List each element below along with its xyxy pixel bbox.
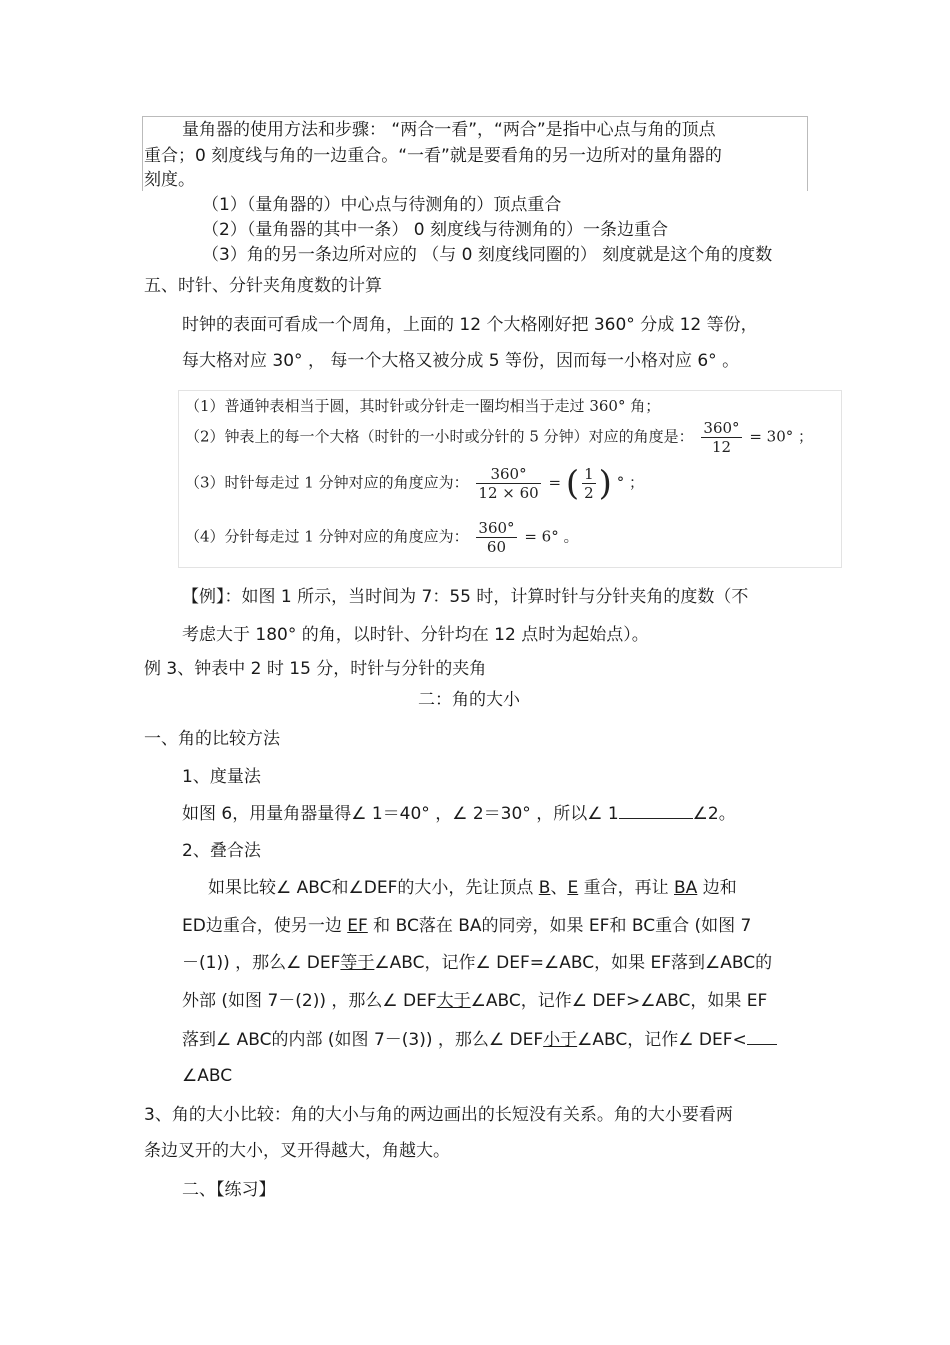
- underlined-answer: BA: [674, 878, 698, 898]
- overlay-line-2: [182, 914, 751, 938]
- panel-row-4-text: （4）分针每走过 1 分钟对应的角度应为：: [185, 527, 469, 546]
- overlay-line-6: ∠ABC: [182, 1066, 233, 1086]
- example-line-2: 考虑大于 180° 的角，以时针、分针均在 12 点时为起始点）。: [182, 625, 649, 645]
- text: ∠ABC，记作∠ DEF<: [577, 1030, 747, 1050]
- panel-row-3-result: ° ；: [616, 473, 644, 492]
- method-1-heading: 1、度量法: [182, 767, 261, 787]
- text: 外部 (如图 7－(2)) ，那么∠ DEF: [182, 991, 437, 1011]
- text: ED边重合，使另一边: [182, 916, 348, 936]
- fraction-numerator: 1: [584, 465, 594, 483]
- fraction-one-half: [582, 465, 596, 502]
- section-5-heading: 五、时针、分针夹角度数的计算: [144, 276, 382, 296]
- method-1-text-end: ∠2。: [692, 804, 736, 824]
- fraction-numerator: 360°: [478, 519, 515, 537]
- underlined-answer: EF: [347, 916, 368, 936]
- fraction-denominator: 12: [711, 438, 732, 456]
- panel-row-2-text: （2）钟表上的每一个大格（时针的一小时或分针的 5 分钟）对应的角度是：: [185, 427, 694, 446]
- comparison-heading: 一、角的比较方法: [144, 729, 280, 749]
- clock-angle-panel: [178, 390, 842, 568]
- text: 、: [550, 878, 568, 898]
- step-2: （2）（量角器的其中一条） 0 刻度线与待测角的）一条边重合: [202, 220, 668, 240]
- overlay-line-4: [182, 989, 767, 1013]
- protractor-line-3: 刻度。: [144, 170, 195, 190]
- fraction-denominator: 12 × 60: [478, 484, 539, 502]
- underlined-answer: B: [538, 878, 551, 898]
- section-5-para-2: 每大格对应 30° ， 每一个大格又被分成 5 等份，因而每一小格对应 6° 。: [182, 351, 740, 371]
- method-1-text: [182, 801, 736, 826]
- panel-row-4-result: = 6° 。: [524, 527, 579, 546]
- underlined-answer: 等于: [340, 953, 375, 973]
- practice-heading: 二、【练习】: [182, 1180, 276, 1200]
- fraction-denominator: 2: [584, 484, 594, 502]
- fraction-360-over-720: [476, 465, 540, 502]
- overlay-line-5: [182, 1027, 777, 1052]
- panel-row-4: [185, 519, 578, 556]
- protractor-line-1: 量角器的使用方法和步骤： “两合一看”，“两合”是指中心点与角的顶点: [182, 120, 716, 140]
- overlay-line-3: [182, 951, 772, 975]
- right-paren: ): [598, 463, 612, 504]
- text: 边和: [697, 878, 737, 898]
- fraction-numerator: 360°: [476, 465, 540, 484]
- panel-row-2-result: = 30° ；: [749, 427, 814, 446]
- text: 和 BC落在 BA的同旁，如果 EF和 BC重合 (如图 7: [367, 916, 752, 936]
- panel-row-3: [185, 465, 644, 502]
- example-3: 例 3、钟表中 2 时 15 分，时针与分针的夹角: [144, 659, 487, 679]
- text: 落到∠ ABC的内部 (如图 7－(3)) ，那么∠ DEF: [182, 1030, 544, 1050]
- text: ∠ABC，记作∠ DEF=∠ABC，如果 EF落到∠ABC的: [374, 953, 773, 973]
- protractor-line-2: 重合；0 刻度线与角的一边重合。“一看”就是要看角的另一边所对的量角器的: [144, 146, 722, 166]
- left-paren: (: [565, 463, 580, 504]
- underlined-answer: E: [567, 878, 579, 898]
- fraction-denominator: 60: [486, 538, 507, 556]
- answer-blank[interactable]: [747, 1027, 777, 1045]
- panel-row-1: （1）普通钟表相当于圆，其时针或分针走一圈均相当于走过 360° 角；: [185, 397, 661, 415]
- step-1: （1）（量角器的）中心点与待测角的）顶点重合: [202, 195, 562, 215]
- text: ∠ABC，记作∠ DEF>∠ABC，如果 EF: [470, 991, 768, 1011]
- method-1-text-start: 如图 6，用量角器量得∠ 1＝40° ，∠ 2＝30° ，所以∠ 1: [182, 804, 619, 824]
- comparison-line-2: 条边叉开的大小，叉开得越大，角越大。: [144, 1141, 450, 1161]
- example-line-1: 【例】：如图 1 所示，当时间为 7：55 时，计算时针与分针夹角的度数（不: [182, 587, 749, 607]
- fraction-360-over-12: [701, 419, 741, 456]
- part-2-title: 二：角的大小: [418, 690, 520, 710]
- text: 重合，再让: [578, 878, 674, 898]
- fraction-numerator: 360°: [703, 419, 740, 437]
- overlay-line-1: [208, 876, 737, 900]
- comparison-line-1: 3、角的大小比较：角的大小与角的两边画出的长短没有关系。角的大小要看两: [144, 1105, 733, 1125]
- text: 如果比较∠ ABC和∠DEF的大小，先让顶点: [208, 878, 539, 898]
- section-5-para-1: 时钟的表面可看成一个周角，上面的 12 个大格刚好把 360° 分成 12 等份，: [182, 315, 758, 335]
- step-3: （3）角的另一条边所对应的 （与 0 刻度线同圈的） 刻度就是这个角的度数: [202, 245, 773, 265]
- equals-sign: =: [548, 473, 562, 492]
- text: －(1)) ，那么∠ DEF: [182, 953, 341, 973]
- underlined-answer: 大于: [436, 991, 471, 1011]
- fraction-360-over-60: [476, 519, 516, 556]
- method-2-heading: 2、叠合法: [182, 841, 261, 861]
- panel-row-2: [185, 419, 813, 456]
- answer-blank[interactable]: [619, 801, 693, 819]
- underlined-answer: 小于: [543, 1030, 578, 1050]
- panel-row-3-text: （3）时针每走过 1 分钟对应的角度应为：: [185, 473, 469, 492]
